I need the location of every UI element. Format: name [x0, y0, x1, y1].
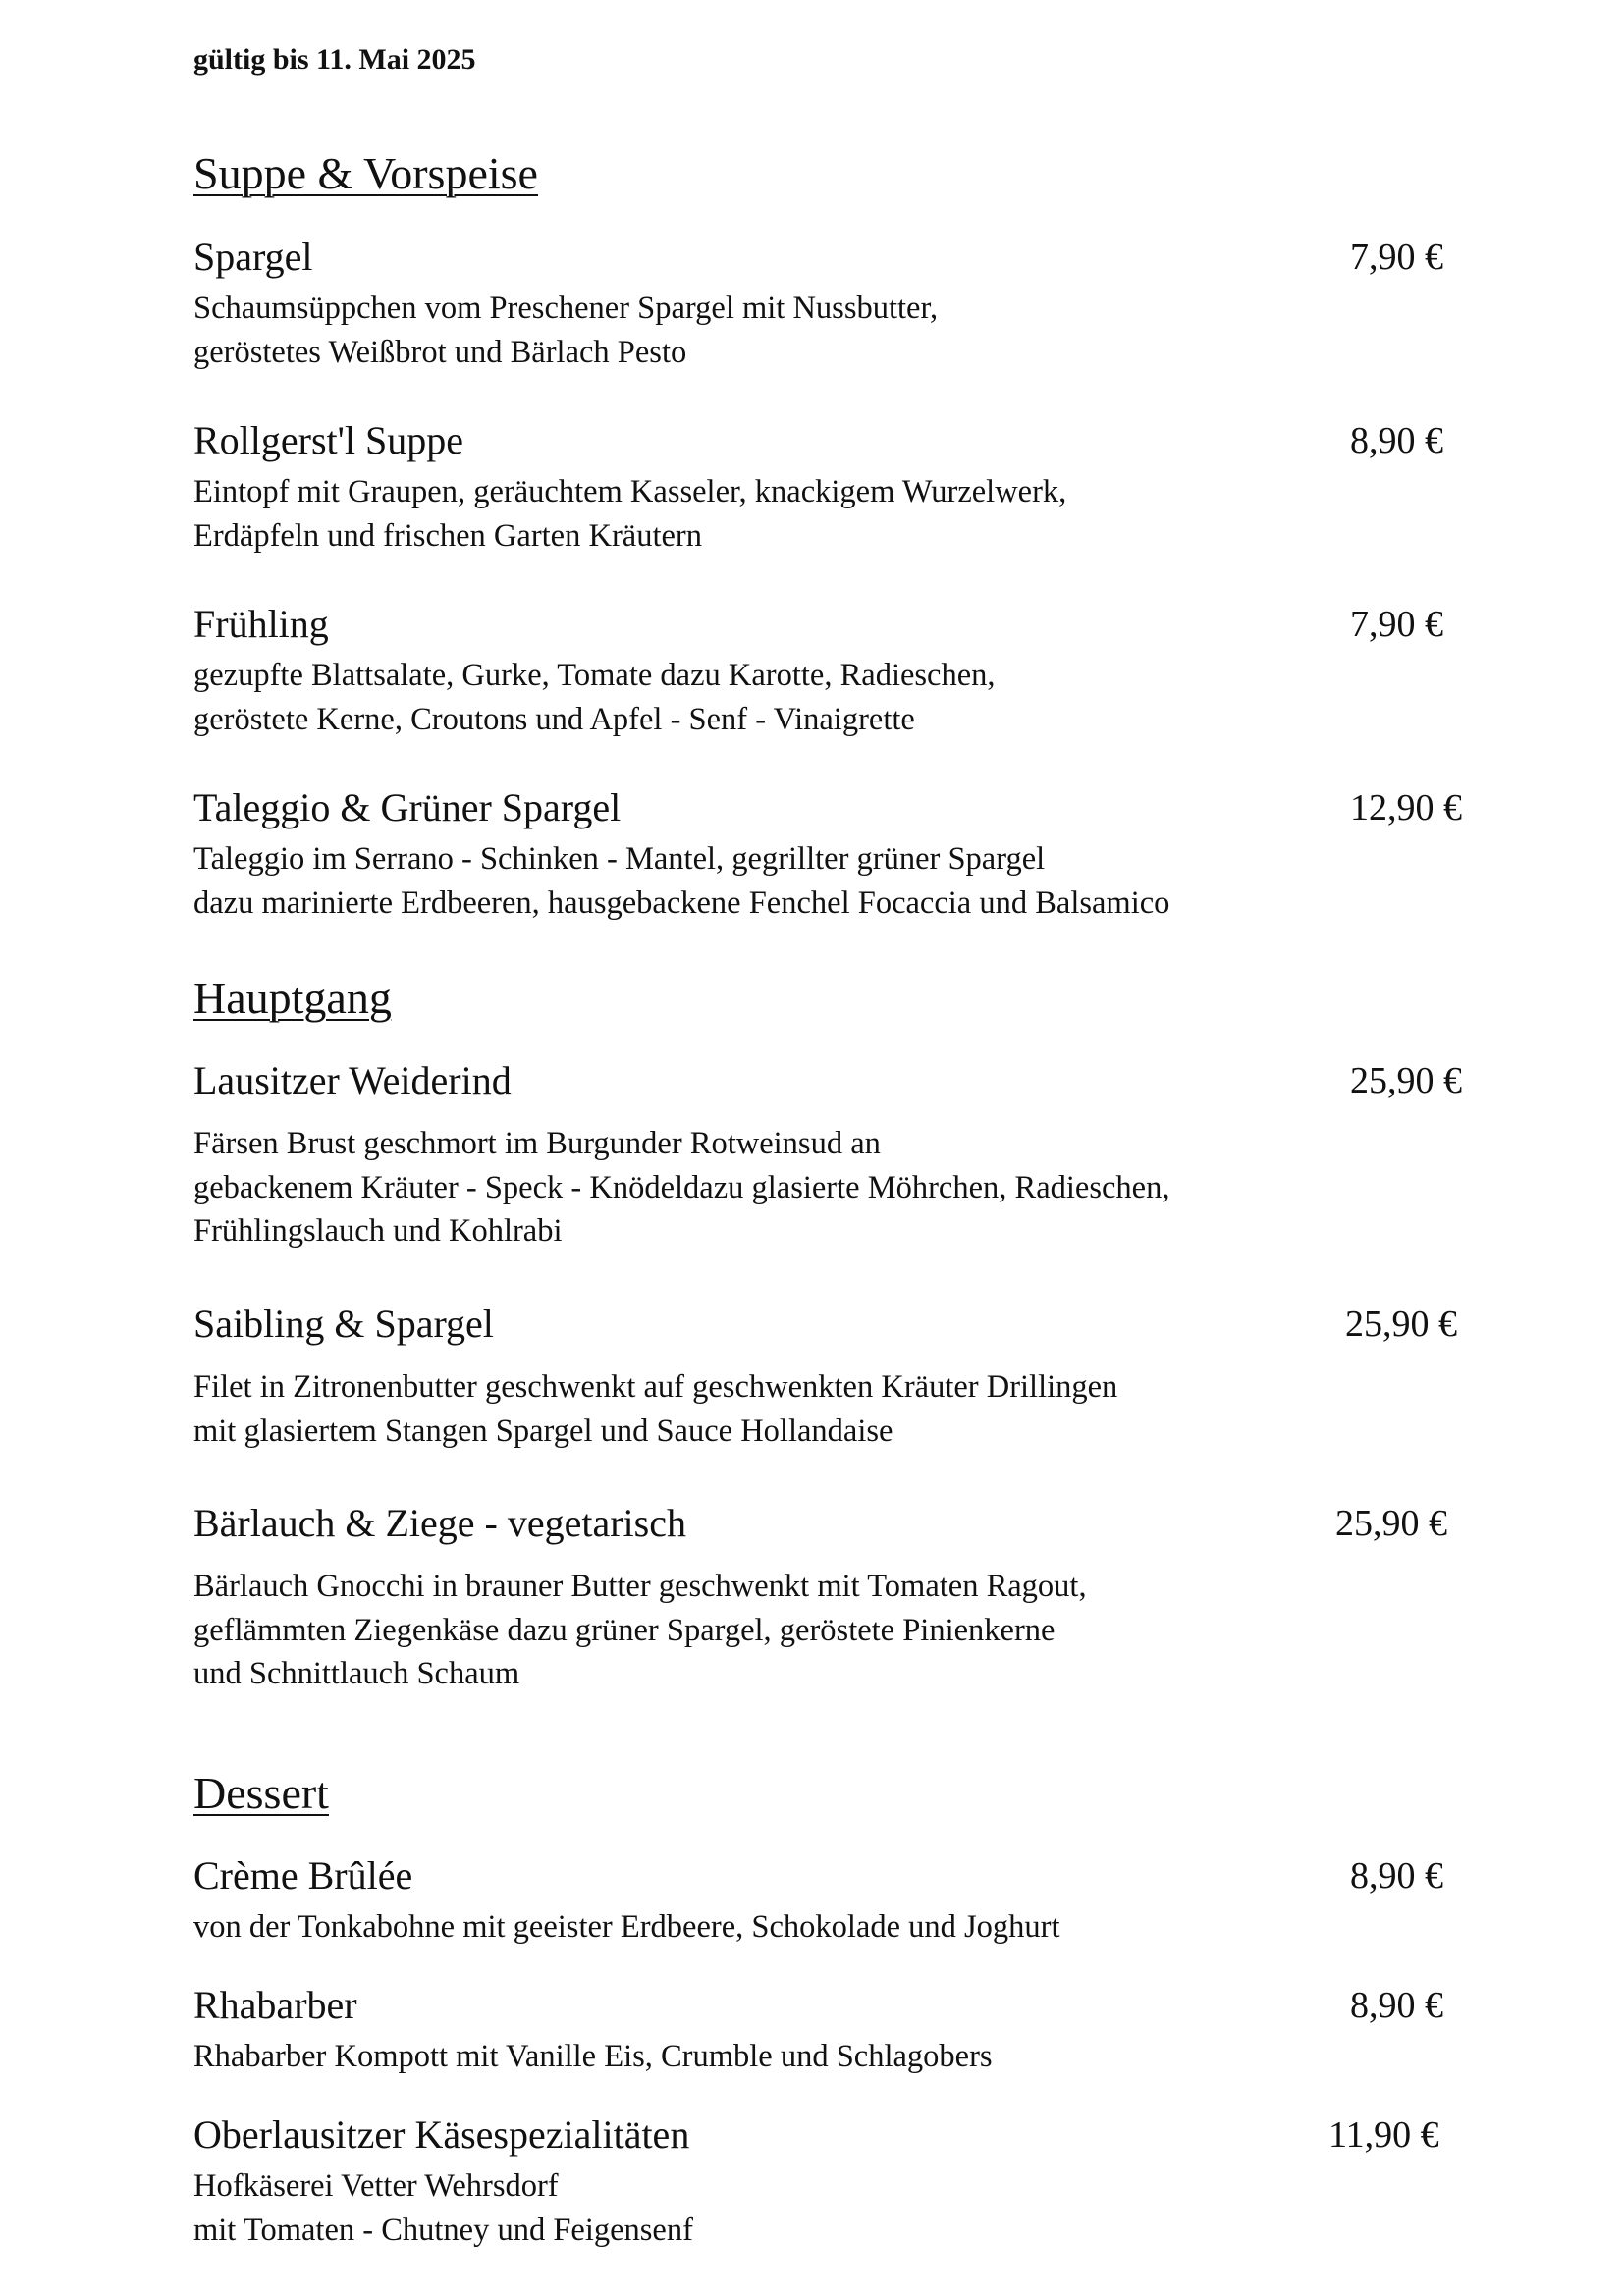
description-line: gezupfte Blattsalate, Gurke, Tomate dazu Karotte, Radieschen,	[193, 658, 996, 693]
description-line: geröstetes Weißbrot und Bärlach Pesto	[193, 334, 687, 370]
dish-name: Crème Brûlée	[193, 1853, 413, 1897]
dish-name: Lausitzer Weiderind	[193, 1058, 512, 1102]
description-line: geröstete Kerne, Croutons und Apfel - Senf - Vinaigrette	[193, 701, 915, 737]
description-line: dazu marinierte Erdbeeren, hausgebackene Fenchel Focaccia und Balsamico	[193, 884, 1170, 921]
dish-description	[193, 1565, 1087, 1696]
dish-description	[193, 654, 996, 741]
description-line: Schaumsüppchen vom Preschener Spargel mit Nussbutter,	[193, 291, 939, 326]
description-line: Filet in Zitronenbutter geschwenkt auf geschwenkten Kräuter Drillingen	[193, 1369, 1118, 1405]
dish-price: 12,90 €	[1350, 787, 1462, 828]
dish-price: 8,90 €	[1350, 1985, 1443, 2026]
dish-price: 25,90 €	[1350, 1060, 1462, 1101]
section-title-starters: Suppe & Vorspeise	[193, 148, 538, 198]
description-line: Färsen Brust geschmort im Burgunder Rotweinsud an	[193, 1126, 881, 1161]
description-line: Erdäpfeln und frischen Garten Kräutern	[193, 517, 702, 554]
dish-price: 25,90 €	[1335, 1503, 1447, 1544]
dish-description	[193, 287, 938, 374]
validity-note: gültig bis 11. Mai 2025	[193, 43, 476, 76]
description-line: gebackenem Kräuter - Speck - Knödeldazu glasierte Möhrchen, Radieschen,	[193, 1169, 1170, 1205]
description-line: Eintopf mit Graupen, geräuchtem Kasseler, knackigem Wurzelwerk,	[193, 474, 1067, 509]
dish-name: Frühling	[193, 602, 329, 646]
description-line: Taleggio im Serrano - Schinken - Mantel, gegrillter grüner Spargel	[193, 841, 1046, 877]
dish-name: Rollgerst'l Suppe	[193, 418, 463, 462]
dish-description	[193, 2035, 993, 2079]
dish-description	[193, 470, 1066, 558]
dish-name: Spargel	[193, 235, 313, 279]
description-line: Frühlingslauch und Kohlrabi	[193, 1213, 563, 1249]
dish-price: 7,90 €	[1350, 604, 1443, 645]
dish-name: Taleggio & Grüner Spargel	[193, 785, 622, 829]
description-line: mit Tomaten - Chutney und Feigensenf	[193, 2212, 693, 2248]
description-line: Bärlauch Gnocchi in brauner Butter geschwenkt mit Tomaten Ragout,	[193, 1569, 1087, 1604]
dish-description	[193, 1365, 1117, 1453]
section-title-main-course: Hauptgang	[193, 973, 392, 1023]
dish-price: 8,90 €	[1350, 1855, 1443, 1896]
description-line: von der Tonkabohne mit geeister Erdbeere, Schokolade und Joghurt	[193, 1909, 1060, 1945]
dish-name: Oberlausitzer Käsespezialitäten	[193, 2112, 690, 2157]
dish-price: 25,90 €	[1345, 1304, 1457, 1345]
dish-name: Saibling & Spargel	[193, 1302, 494, 1346]
description-line: Rhabarber Kompott mit Vanille Eis, Crumble und Schlagobers	[193, 2039, 993, 2074]
dish-price: 7,90 €	[1350, 237, 1443, 278]
dish-name: Bärlauch & Ziege - vegetarisch	[193, 1501, 686, 1545]
section-title-dessert: Dessert	[193, 1768, 329, 1818]
description-line: geflämmten Ziegenkäse dazu grüner Spargel, geröstete Pinienkerne	[193, 1612, 1056, 1648]
dish-price: 11,90 €	[1328, 2114, 1439, 2156]
dish-name: Rhabarber	[193, 1983, 357, 2027]
dish-description	[193, 837, 1169, 925]
dish-price: 8,90 €	[1350, 420, 1443, 461]
description-line: und Schnittlauch Schaum	[193, 1656, 520, 1691]
description-line: Hofkäserei Vetter Wehrsdorf	[193, 2168, 559, 2204]
dish-description	[193, 1122, 1169, 1254]
description-line: mit glasiertem Stangen Spargel und Sauce Hollandaise	[193, 1413, 893, 1449]
dish-description	[193, 1905, 1060, 1949]
dish-description	[193, 2164, 693, 2252]
